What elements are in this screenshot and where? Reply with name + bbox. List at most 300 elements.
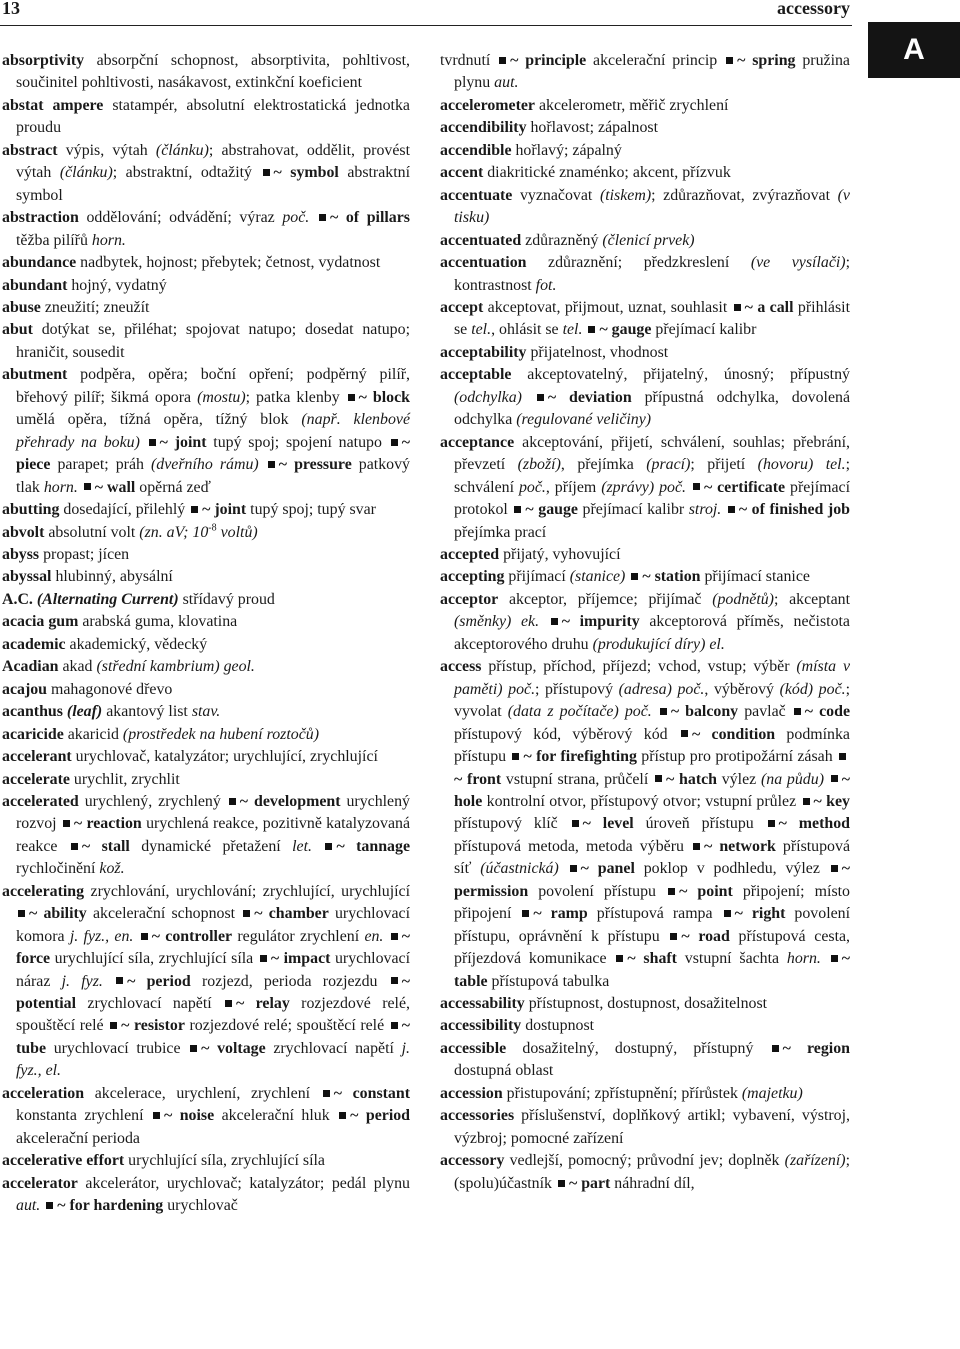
headword: accent [440, 164, 484, 182]
usage-note: (článku) [59, 164, 113, 182]
subentry: ~ table [454, 950, 850, 990]
subentry-square-icon [794, 708, 801, 715]
definition-text: urychlený rozvoj [16, 792, 411, 833]
subentry: ~ road [681, 927, 730, 945]
headword: abyssal [2, 568, 52, 586]
subentry-square-icon [323, 1090, 330, 1097]
subentry: ~ gauge [599, 321, 652, 339]
headword: abstract [2, 141, 58, 159]
definition-text: přístupová metoda, metoda výběru [454, 837, 692, 855]
dictionary-entry [440, 140, 850, 162]
dictionary-entry [2, 1173, 410, 1218]
usage-note: j. fyz., en. [69, 927, 134, 945]
headword: accendibility [440, 119, 527, 137]
usage-note: (zboží) [517, 456, 561, 474]
headword: accelerate [2, 770, 70, 788]
definition-text: zdůrazněný [521, 231, 603, 249]
subentry-square-icon [260, 955, 267, 962]
definition-text: podpěra, opěra; boční opření; podpěrný pilíř, břehový pilíř; šikmá opora [16, 366, 410, 406]
headword: acceleration [2, 1084, 85, 1102]
definition-text: přijímací stanice [700, 568, 810, 586]
definition-text [40, 1197, 44, 1214]
dictionary-entry [2, 140, 410, 207]
subentry: ~ ramp [533, 905, 588, 923]
definition-text: regulátor zrychlení [232, 927, 365, 945]
headword: acceptor [440, 590, 499, 608]
headword: accessible [440, 1039, 507, 1057]
definition-text: přijímací [504, 568, 570, 586]
definition-text: dosedající, přilehlý [59, 501, 190, 519]
dictionary-entry [2, 611, 410, 633]
definition-text: opěrná zeď [135, 478, 211, 496]
subentry: ~ for firefighting [523, 748, 637, 766]
dictionary-entry [440, 252, 850, 297]
definition-text: tupý spoj; spojení natupo [206, 433, 389, 451]
definition-text: těžba pilířů [16, 231, 92, 249]
definition-text: příslušenství, doplňkový artikl; vybavení, výstroj, výzbroj; pomocné zařízení [454, 1107, 850, 1147]
subentry: ~ spring [737, 52, 796, 69]
subentry-square-icon [734, 304, 741, 311]
subentry-square-icon [631, 573, 638, 580]
subentry-square-icon [514, 506, 521, 513]
dictionary-entry [440, 432, 850, 544]
definition-text: akantový list [102, 703, 192, 721]
definition-text: povolení přístupu [528, 882, 667, 900]
definition-text: hojný, vydatný [67, 276, 167, 294]
thumb-index-tab[interactable] [868, 22, 960, 78]
subentry-square-icon [537, 394, 544, 401]
definition-text: , výběrový [704, 680, 780, 698]
definition-text: poklop v podhledu, výlez [634, 860, 829, 878]
usage-note: stroj. [688, 501, 722, 519]
usage-note: horn. [786, 950, 821, 968]
definition-text: nadbytek, hojnost; přebytek; četnost, vydatnost [76, 254, 381, 272]
definition-text: mahagonové dřevo [47, 680, 173, 698]
dictionary-entry [2, 701, 410, 723]
definition-text: výpis, výtah [57, 141, 156, 159]
subentry: ~ ability [29, 905, 87, 923]
dictionary-entry [440, 566, 850, 588]
definition-text: , ohlásit se [491, 321, 563, 339]
definition-text: akceptování, přijetí, schválení, souhlas; přebrání, převzetí [454, 433, 850, 474]
subentry-square-icon [141, 933, 148, 940]
definition-text: přijatý, vyhovující [499, 545, 621, 563]
headword: accelerator [2, 1174, 78, 1192]
dictionary-entry [440, 297, 850, 342]
subentry-square-icon [63, 820, 70, 827]
subentry-square-icon [153, 1112, 160, 1119]
definition-text [582, 321, 586, 338]
subentry: ~ noise [163, 1107, 215, 1125]
dictionary-entry [440, 342, 850, 364]
usage-note: horn. [91, 231, 126, 249]
subentry: ~ principle [510, 52, 587, 69]
definition-text: urychlující síla, zrychlující síla [124, 1152, 325, 1170]
usage-note: (ve vysílači) [750, 254, 846, 272]
subentry-square-icon [772, 1045, 779, 1052]
definition-text: zneužití; zneužít [40, 298, 150, 316]
definition-text: přístup pro protipožární zásah [636, 748, 838, 766]
subentry-square-icon [391, 1022, 398, 1029]
usage-note: (regulované veličiny) [516, 411, 652, 429]
definition-text: akademický, vědecký [65, 635, 208, 653]
definition-text: pavlač [738, 703, 792, 721]
definition-text: zdůraznění; předzkreslení [526, 254, 751, 272]
subentry-square-icon [522, 910, 529, 917]
subentry-square-icon [570, 865, 577, 872]
definition-text: akcelerátor, urychlovač; katalyzátor; pedál plynu [77, 1174, 410, 1192]
usage-note: voltů) [216, 523, 258, 541]
headword: abstraction [2, 209, 79, 227]
definition-text: dynamické přetažení [129, 837, 293, 855]
dictionary-column-right [440, 50, 850, 1195]
headword: acacia gum [2, 613, 79, 631]
usage-note: (účastnická) [480, 860, 559, 878]
headword: accession [440, 1084, 503, 1102]
subentry-square-icon [110, 1022, 117, 1029]
subentry: ~ part [568, 1174, 611, 1192]
dictionary-entry [2, 50, 410, 95]
definition-text [824, 771, 829, 788]
definition-text: urychlená reakce, pozitivně katalyzovaná reakce [16, 815, 410, 855]
subentry: ~ potential [16, 972, 410, 1013]
definition-text: ; vyvolat [454, 680, 851, 721]
definition-text: přístupová cesta, příjezdová komunikace [454, 927, 851, 968]
definition-text: patkový tlak [16, 456, 410, 496]
subentry: ~ stall [81, 837, 130, 855]
dictionary-entry [2, 634, 410, 656]
definition-text: , příjem [545, 478, 602, 496]
subentry: ~ resistor [121, 1017, 185, 1035]
headword: Acadian [2, 658, 59, 676]
usage-note: (prací) [646, 456, 691, 474]
usage-note: (střední kambrium) geol. [96, 658, 255, 676]
subentry-square-icon [660, 708, 667, 715]
definition-text [821, 950, 829, 967]
subentry-square-icon [391, 977, 398, 984]
headword: abuse [2, 298, 41, 316]
usage-note: let. [292, 837, 312, 855]
subentry-square-icon [551, 618, 558, 625]
usage-note: (dveřního rámu) [151, 456, 259, 474]
definition-text: akcelerace, urychlení, zrychlení [84, 1084, 321, 1102]
subentry-square-icon [46, 1202, 53, 1209]
definition-text: vedlejší, pomocný; průvodní jev; doplněk [504, 1152, 785, 1170]
headword: abutment [2, 366, 68, 384]
headword: abutting [2, 501, 60, 519]
headword: accessability [440, 995, 525, 1013]
definition-text: rozjezd, perioda rozjezdu [190, 972, 389, 990]
dictionary-entry [2, 522, 410, 544]
usage-note: fot. [535, 276, 557, 294]
usage-note: (odchylka) [454, 388, 522, 406]
headword: accelerometer [440, 96, 535, 114]
headword: abundant [2, 276, 68, 294]
definition-text: přistupování; zpřístupnění; přírůstek [502, 1084, 742, 1102]
headword: accept [440, 298, 484, 316]
dictionary-entry [440, 117, 850, 139]
headword: accelerative effort [2, 1152, 125, 1170]
definition-text: ; přístupový [535, 680, 619, 698]
headword: abstat ampere [2, 96, 104, 114]
subentry-square-icon [670, 933, 677, 940]
subentry: ~ station [642, 568, 701, 586]
definition-text [259, 456, 266, 473]
definition-text: výlez [717, 770, 761, 788]
subentry-square-icon [263, 169, 270, 176]
subentry-square-icon [693, 483, 700, 490]
definition-text: propast; jícen [39, 545, 130, 563]
definition-text [312, 838, 323, 855]
definition-text: ; přijetí [690, 456, 758, 474]
definition-text: akceptor, příjemce; přijímač [498, 590, 713, 608]
definition-text: urychlovací náraz [16, 950, 410, 990]
subentry: ~ shaft [627, 950, 677, 968]
headword: accentuated [440, 231, 522, 249]
subentry-square-icon [243, 910, 250, 917]
dictionary-entry [440, 95, 850, 117]
usage-note: aut. [494, 74, 519, 92]
subentry: ~ key [813, 792, 850, 810]
headword: accentuate [440, 186, 513, 204]
usage-note: j. fyz. [61, 972, 103, 990]
dictionary-entry [2, 319, 410, 364]
definition-text: náhradní díl, [610, 1174, 695, 1192]
headword: access [440, 658, 482, 676]
headword: abyss [2, 545, 40, 563]
definition-text: absorpční schopnost, absorptivita, pohltivost, součinitel pohltivosti, nasákavost, extinkční koeficient [16, 52, 410, 92]
subentry-square-icon [831, 865, 838, 872]
definition-text: akcelerační princip [586, 52, 725, 69]
headword: absorptivity [2, 52, 85, 69]
definition-text: ; patka klenby [245, 388, 346, 406]
definition-text: střídavý proud [178, 590, 275, 608]
definition-text: akcelerační schopnost [86, 905, 242, 923]
usage-note: (zprávy) poč. [601, 478, 686, 496]
definition-text [625, 568, 629, 585]
definition-text: urychlovač [163, 1197, 238, 1215]
dictionary-entry [2, 207, 410, 252]
dictionary-entry [2, 791, 410, 881]
subentry-square-icon [348, 394, 355, 401]
usage-note: (stanice) [569, 568, 626, 586]
subentry-square-icon [391, 439, 398, 446]
definition-text: přípustná odchylka, dovolená odchylka [454, 388, 850, 429]
headword: accelerated [2, 792, 79, 810]
headword: acanthus [2, 703, 63, 721]
subentry-square-icon [839, 753, 846, 760]
subentry: ~ panel [580, 860, 635, 878]
subentry-square-icon [831, 955, 838, 962]
dictionary-entry [2, 566, 410, 588]
definition-text: pružina plynu [454, 52, 850, 92]
definition-text: vstupní šachta [676, 950, 787, 968]
definition-text [133, 928, 138, 945]
usage-note: (data z počítače) poč. [507, 703, 652, 721]
definition-text: akad [58, 658, 97, 676]
subentry-square-icon [190, 1045, 197, 1052]
subentry: ~ gauge [525, 501, 578, 519]
page-number: 13 [2, 0, 20, 18]
subentry-square-icon [229, 798, 236, 805]
usage-note: (produkující díry) el. [592, 635, 725, 653]
headword: abvolt [2, 523, 45, 541]
dictionary-entry [2, 589, 410, 611]
dictionary-entry [440, 50, 850, 95]
dictionary-entry [2, 724, 410, 746]
usage-note: poč. [518, 478, 546, 496]
definition-text: ; zdůrazňovat, zvýrazňovat [651, 186, 838, 204]
usage-note: en. [364, 927, 384, 945]
subentry-square-icon [724, 910, 731, 917]
subentry: ~ deviation [547, 388, 632, 406]
definition-text [686, 479, 691, 496]
subentry-square-icon [616, 955, 623, 962]
dictionary-entry [440, 230, 850, 252]
definition-text: zrychlovací napětí [265, 1039, 402, 1057]
dictionary-entry [440, 1038, 850, 1083]
usage-note: (tiskem) [599, 186, 652, 204]
definition-text: akcelerační perioda [16, 1129, 140, 1147]
dictionary-entry [440, 1105, 850, 1150]
usage-note: (článku) [155, 141, 209, 159]
definition-text: konstanta zrychlení [16, 1107, 151, 1125]
subentry-square-icon [588, 326, 595, 333]
subentry: ~ period [350, 1107, 411, 1125]
dictionary-entry [2, 746, 410, 768]
headword: accessories [440, 1107, 515, 1125]
subentry: ~ permission [454, 860, 850, 900]
definition-text: podmínka přístupu [454, 725, 850, 766]
subentry: ~ for hardening [57, 1197, 164, 1215]
definition-text: připojení; místo připojení [454, 882, 850, 923]
headword: academic [2, 635, 66, 653]
subentry-square-icon [668, 888, 675, 895]
subentry-square-icon [572, 820, 579, 827]
usage-note: (na půdu) [760, 770, 824, 788]
definition-text: urychlovací trubice [46, 1039, 189, 1057]
subentry: ~ pressure [278, 456, 352, 474]
subentry-square-icon [325, 843, 332, 850]
subentry: ~ level [582, 815, 634, 833]
definition-text: akaricid [63, 725, 123, 743]
headword: acceptability [440, 343, 527, 361]
headword: accepting [440, 568, 505, 586]
definition-text: diakritické znaménko; akcent, přízvuk [483, 164, 731, 182]
subentry-square-icon [268, 461, 275, 468]
headword: accelerating [2, 882, 85, 900]
running-head-guide-word: accessory [777, 0, 850, 18]
subentry: ~ condition [691, 725, 776, 743]
usage-note: (majetku) [741, 1084, 803, 1102]
subentry-square-icon [116, 977, 123, 984]
subentry: ~ period [127, 972, 191, 990]
definition-text: tupý spoj; tupý svar [246, 501, 376, 519]
subentry-square-icon [831, 775, 838, 782]
definition-text: arabská guma, klovatina [78, 613, 238, 631]
dictionary-entry [440, 364, 850, 431]
definition-text: povolení přístupu, oprávnění k přístupu [454, 905, 851, 945]
definition-text [309, 209, 317, 226]
usage-note: poč. [282, 209, 310, 227]
definition-text: parapet; práh [50, 456, 151, 474]
usage-note: (hovoru) tel. [757, 456, 846, 474]
thumb-index-letter: A [903, 33, 925, 66]
headword: accelerant [2, 748, 72, 766]
dictionary-entry [440, 185, 850, 230]
definition-text: akcelerační hluk [214, 1107, 338, 1125]
subentry: ~ relay [236, 995, 290, 1013]
definition-text: přihlásit se [454, 298, 850, 339]
bold-gloss: (Alternating Current) [36, 590, 179, 608]
subentry-square-icon [391, 933, 398, 940]
subentry-square-icon [728, 506, 735, 513]
headword: accentuation [440, 254, 527, 272]
subentry: ~ region [782, 1039, 850, 1057]
definition-text: přejímací kalibr [577, 501, 689, 519]
definition-text: přístupová tabulka [487, 972, 610, 990]
definition-text: urychlený, zrychlený [78, 792, 227, 810]
superscript: -8 [208, 522, 217, 534]
usage-note: tel. [471, 321, 492, 339]
definition-text: absolutní volt [44, 523, 140, 541]
definition-text: hořlavost; zápalnost [526, 119, 659, 137]
subentry-square-icon [512, 753, 519, 760]
subentry: ~ block [358, 388, 411, 406]
usage-note: horn. [43, 478, 78, 496]
definition-text: ; kontrastnost [454, 254, 851, 294]
subentry-square-icon [655, 775, 662, 782]
definition-text: přejímka prací [454, 523, 547, 541]
usage-note: (v tisku) [454, 186, 850, 227]
dictionary-entry [2, 95, 410, 140]
definition-text: zrychlování, urychlování; zrychlující, urychlující [84, 882, 410, 900]
definition-text [652, 703, 658, 720]
subentry-square-icon [558, 1180, 565, 1187]
definition-text: ; schválení [454, 456, 850, 496]
definition-text [78, 479, 82, 496]
dictionary-entry [2, 544, 410, 566]
subentry: ~ chamber [254, 905, 329, 923]
definition-text: dostupná oblast [454, 1062, 554, 1080]
subentry: ~ voltage [201, 1039, 266, 1057]
definition-text: vstupní strana, průčelí [501, 770, 654, 788]
usage-note: (kód) poč. [779, 680, 846, 698]
subentry: ~ certificate [703, 478, 786, 496]
usage-note: (adresa) poč. [618, 680, 705, 698]
headword: acaricide [2, 725, 64, 743]
definition-text [559, 860, 568, 877]
dictionary-entry [2, 275, 410, 297]
definition-text [721, 501, 726, 518]
usage-note: j. fyz., el. [16, 1039, 410, 1080]
definition-text: hořlavý; zápalný [511, 141, 622, 159]
usage-note: (zařízení) [784, 1152, 846, 1170]
subentry-square-icon [803, 798, 810, 805]
dictionary-entry [2, 499, 410, 521]
headword: abut [2, 321, 33, 339]
usage-note: (mostu) [197, 388, 246, 406]
definition-text: ; akceptant [773, 590, 850, 608]
definition-text [539, 613, 549, 630]
definition-text: přístupový kód, výběrový kód [454, 725, 679, 743]
subentry: ~ tannage [336, 837, 410, 855]
subentry-square-icon [18, 910, 25, 917]
dictionary-entry [2, 656, 410, 678]
usage-note: tel. [562, 321, 583, 339]
usage-note: (místa v paměti) poč. [454, 658, 850, 698]
dictionary-entry [2, 1083, 410, 1150]
